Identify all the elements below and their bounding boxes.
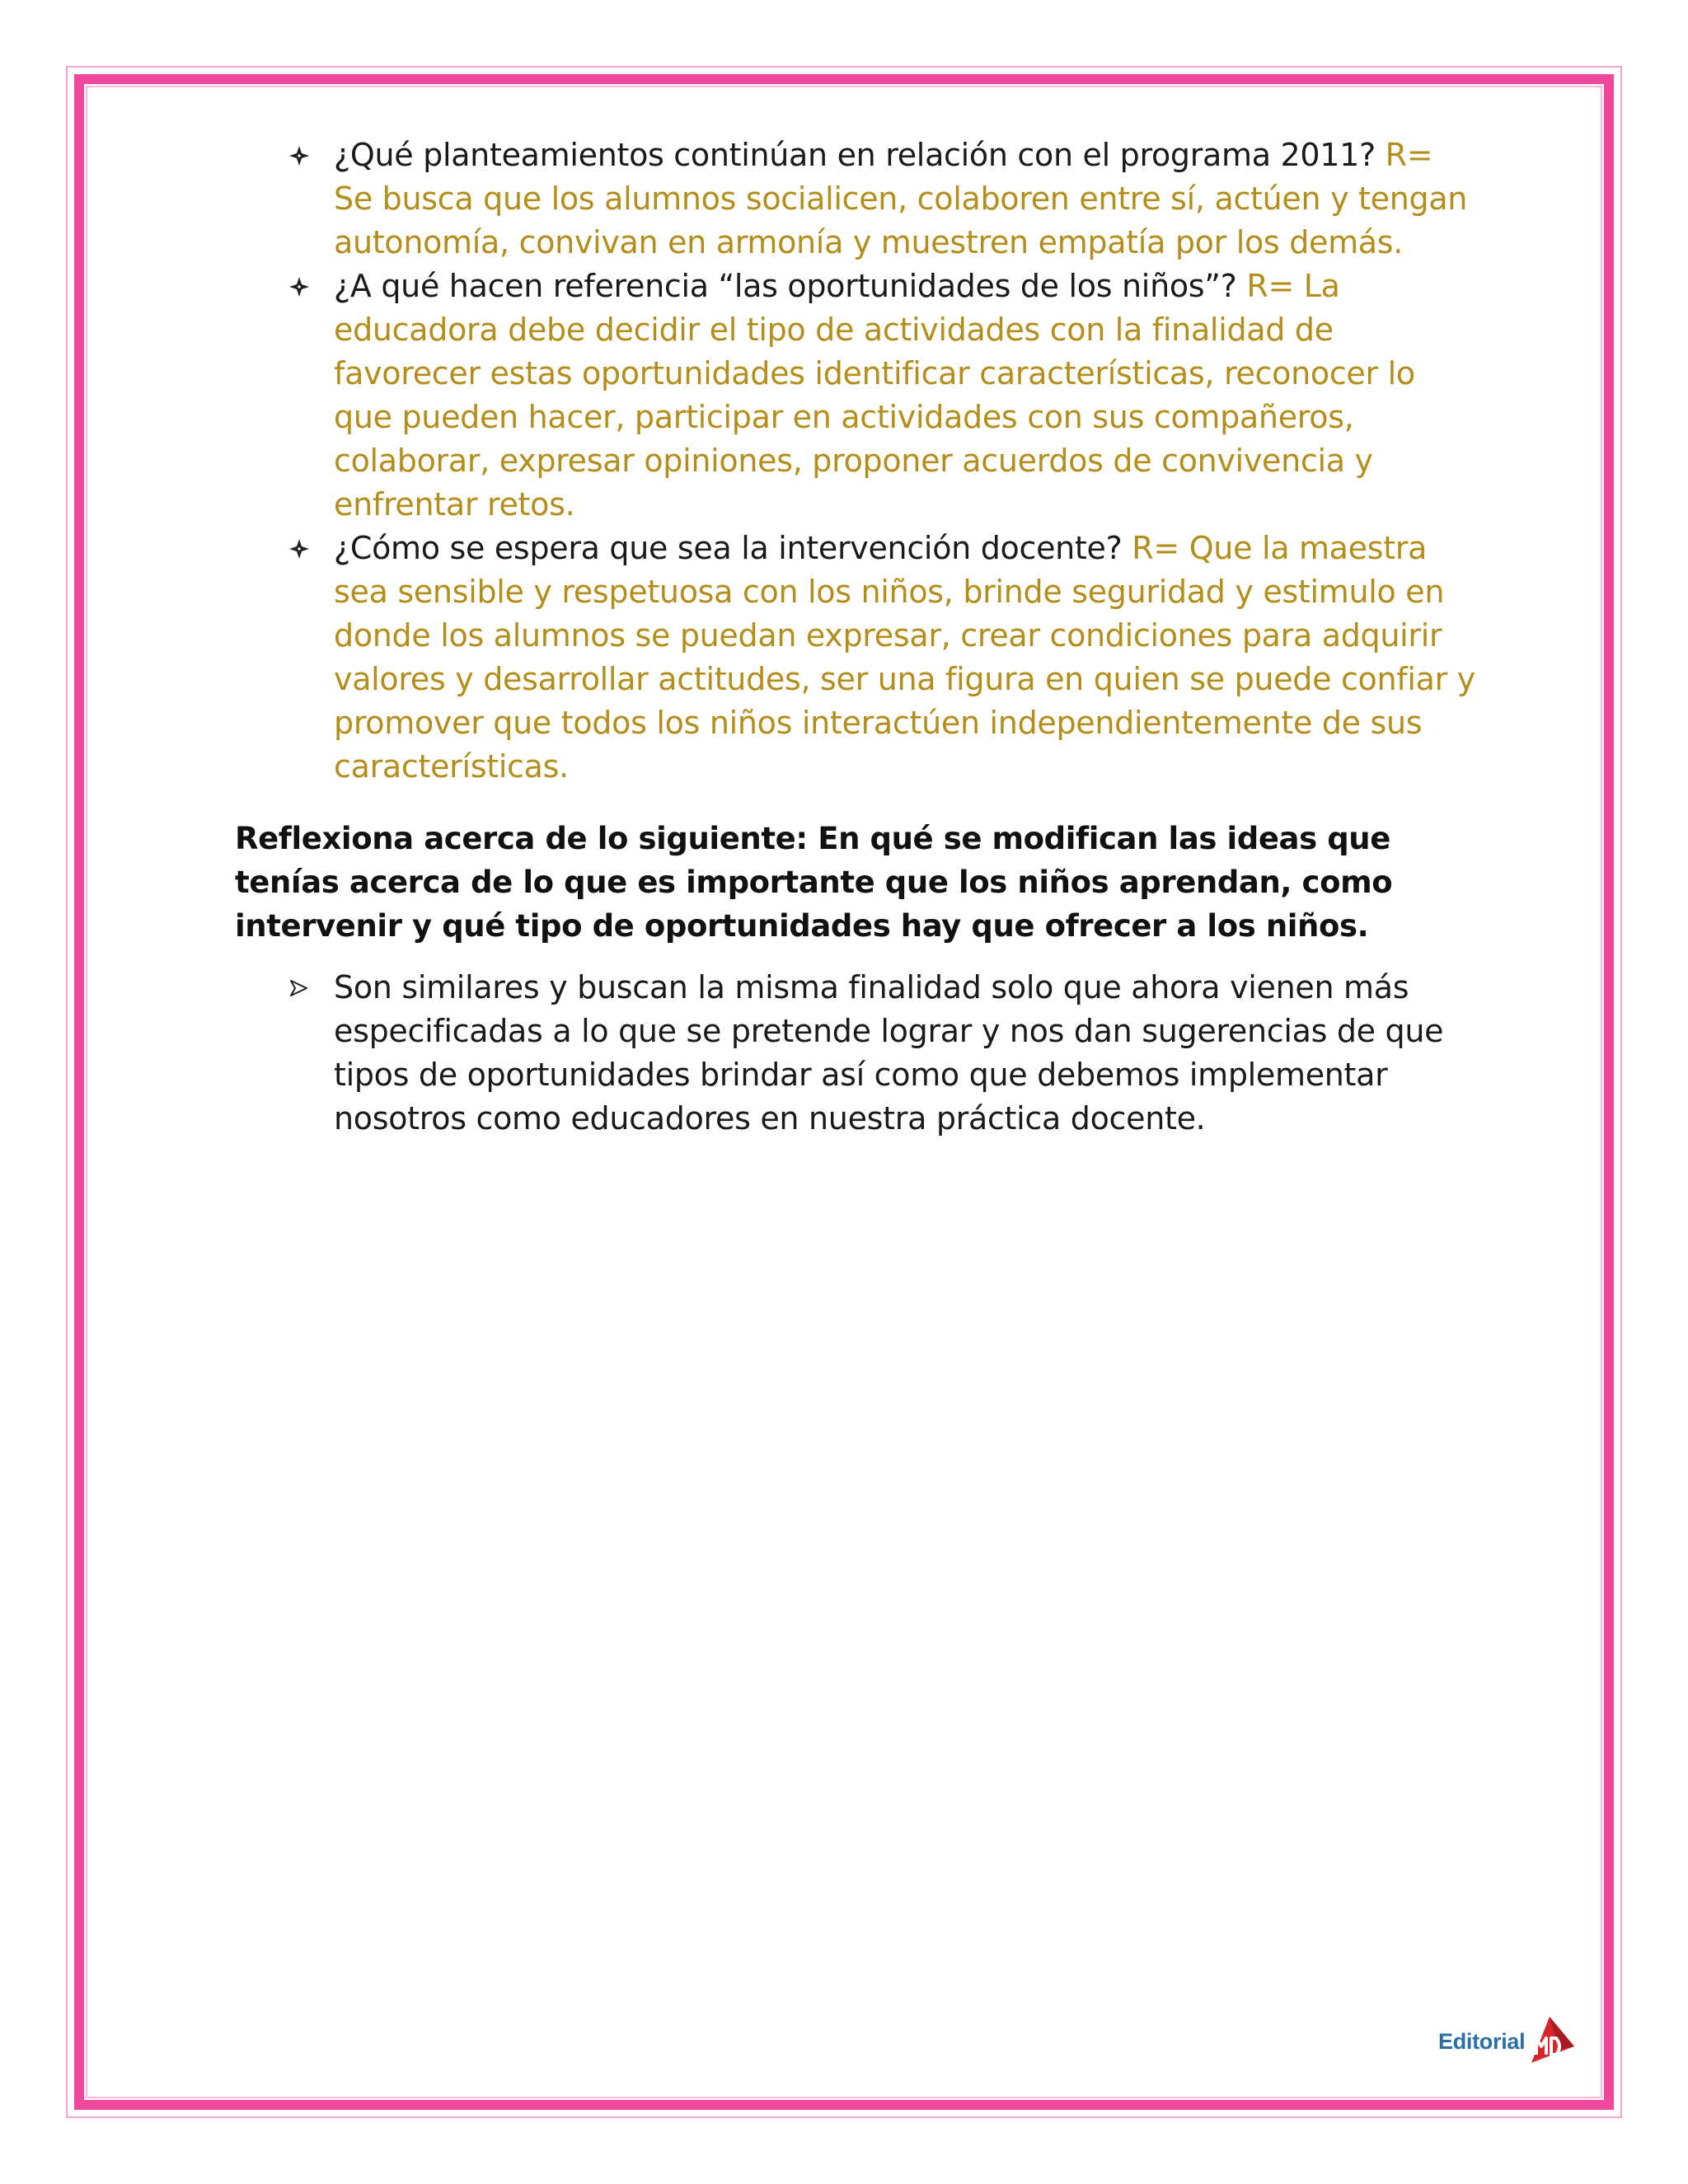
question-item	[235, 134, 1475, 265]
diamond-bullet-icon	[284, 527, 314, 570]
arrowhead-bullet-icon	[286, 966, 311, 1010]
question-list	[235, 134, 1475, 789]
reflection-answer-item	[235, 966, 1475, 1141]
reflection-answer-text: Son similares y buscan la misma finalidad solo que ahora vienen más especificadas a lo que se pretende lograr y nos dan sugerencias de que tipos de oportunidades brindar así como que debemos implementar nosotros como educadores en nuestra práctica docente.	[334, 969, 1444, 1137]
answer-text: R= Se busca que los alumnos socialicen, colaboren entre sí, actúen y tengan autonomía, convivan en armonía y muestren empatía por los demás.	[334, 137, 1468, 260]
md-logo-icon	[1526, 2013, 1578, 2069]
logo-text: Editorial	[1438, 2028, 1526, 2054]
document-body	[235, 134, 1475, 1141]
question-item	[235, 265, 1475, 527]
answer-text: R= La educadora debe decidir el tipo de actividades con la finalidad de favorecer estas oportunidades identificar características, reconocer lo que pueden hacer, participar en actividades con sus compañeros, colaborar, expresar opiniones, proponer acuerdos de convivencia y enfrentar retos.	[334, 268, 1415, 523]
reflection-prompt: Reflexiona acerca de lo siguiente: En qué se modifican las ideas que tenías acerca de lo que es importante que los niños aprendan, como intervenir y qué tipo de oportunidades hay que ofrecer a los niños.	[235, 821, 1393, 944]
diamond-bullet-icon	[284, 134, 314, 177]
diamond-bullet-icon	[284, 265, 314, 308]
question-text: ¿Cómo se espera que sea la intervención docente?	[334, 530, 1132, 566]
reflection-answer-list	[235, 966, 1475, 1141]
answer-text: R= Que la maestra sea sensible y respetuosa con los niños, brinde seguridad y estimulo en donde los alumnos se puedan expresar, crear condiciones para adquirir valores y desarrollar actitudes, ser una figura en quien se puede confiar y promover que todos los niños interactúen independientemente de sus características.	[334, 530, 1475, 785]
question-item	[235, 527, 1475, 789]
editorial-logo	[1438, 2013, 1587, 2070]
question-text: ¿Qué planteamientos continúan en relación con el programa 2011?	[334, 137, 1386, 173]
question-text: ¿A qué hacen referencia “las oportunidades de los niños”?	[334, 268, 1247, 304]
